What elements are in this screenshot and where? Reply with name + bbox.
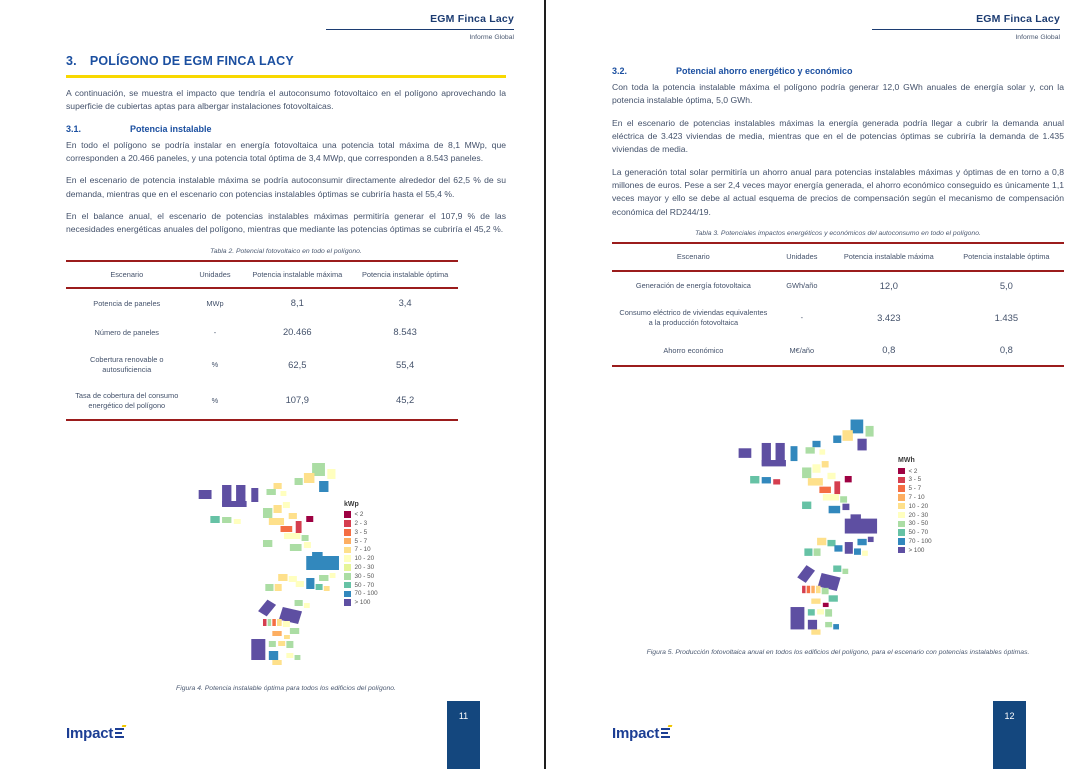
building: [762, 477, 771, 483]
table-row: [66, 383, 458, 420]
legend-item: [898, 519, 932, 528]
figure-caption: Figura 4. Potencia instalable óptima para todos los edificios del polígono.: [176, 684, 396, 692]
section-heading: [66, 54, 506, 78]
figure-caption: Figura 5. Producción fotovoltaica anual en todos los edificios del polígono, para el escenario con potencias instalables óptimas.: [646, 649, 1030, 657]
cell-value: 107,9: [285, 394, 310, 406]
building: [266, 489, 275, 495]
legend-item: [344, 528, 378, 537]
header-title: EGM Finca Lacy: [872, 13, 1060, 30]
logo-text: Impact: [66, 725, 114, 742]
legend-item: [344, 537, 378, 546]
building: [812, 441, 820, 447]
building: [825, 622, 832, 627]
page-header: [326, 13, 514, 41]
building: [845, 519, 877, 534]
cell-value: 62,5: [288, 358, 307, 370]
legend-swatch: [898, 538, 905, 545]
building: [277, 619, 282, 626]
building: [327, 469, 335, 479]
column-header: Unidades: [199, 269, 231, 279]
logo-yellow-accent: [667, 725, 672, 727]
building: [284, 635, 290, 639]
building: [806, 447, 815, 453]
column-header: Escenario: [110, 269, 144, 279]
table-row: [612, 271, 1064, 301]
building: [808, 620, 817, 630]
building: [274, 483, 282, 489]
intro-paragraph: A continuación, se muestra el impacto que tendría el autoconsumo fotovoltaico en el polígono aprovechando la superficie de cubiertas aptas para albergar instalaciones fotovoltaicas.: [66, 88, 506, 112]
legend-item: [898, 467, 932, 476]
row-label: Cobertura renovable o autosuficiencia: [89, 354, 164, 374]
legend-swatch: [898, 485, 905, 492]
building: [312, 552, 323, 557]
building: [817, 609, 824, 614]
building: [857, 439, 866, 451]
legend-swatch: [898, 503, 905, 510]
legend-label: 70 - 100: [354, 590, 378, 598]
building: [845, 476, 852, 482]
building: [272, 631, 281, 636]
legend-swatch: [898, 521, 905, 528]
cell-value: -: [800, 313, 804, 323]
legend-label: 2 - 3: [354, 519, 368, 527]
figure-map: [612, 411, 1064, 641]
building: [833, 566, 841, 572]
header-subtitle: Informe Global: [469, 34, 514, 41]
cell-value: 5,0: [999, 279, 1013, 291]
building: [290, 544, 302, 551]
legend-label: < 2: [354, 511, 364, 519]
building: [816, 586, 821, 593]
building: [762, 460, 786, 466]
page-number-badge: 12: [993, 701, 1026, 769]
row-label: Consumo eléctrico de viviendas equivalentes a la producción fotovoltaica: [619, 308, 768, 328]
legend-label: 5 - 7: [354, 537, 368, 545]
legend-label: 5 - 7: [908, 485, 922, 493]
building: [279, 607, 302, 624]
building: [306, 516, 313, 522]
building: [302, 535, 309, 541]
row-label: Potencia de paneles: [93, 298, 161, 308]
row-label: Generación de energía fotovoltaica: [635, 281, 751, 291]
paragraph: En el balance anual, el escenario de potencias instalables máximas permitiría generar el 107,9 % de las necesidades energéticas anuales del polígono, mientras que mediante las potencias óptimas se cubriría el 45,2 %.: [66, 210, 506, 235]
legend-label: 7 - 10: [354, 546, 371, 554]
column-header: Potencia instalable máxima: [252, 269, 343, 279]
cell-value: M€/año: [789, 345, 815, 355]
legend-swatch: [344, 529, 351, 536]
building: [840, 496, 847, 502]
row-label: Tasa de cobertura del consumo energético del polígono: [75, 390, 179, 410]
cell-value: 3.423: [877, 312, 901, 324]
building: [283, 621, 290, 627]
building: [269, 651, 278, 660]
table-row: [612, 336, 1064, 366]
building: [812, 464, 820, 473]
building: [234, 519, 241, 524]
legend-label: 20 - 30: [354, 563, 375, 571]
legend-swatch: [898, 468, 905, 475]
page-content: [66, 54, 506, 692]
building: [811, 630, 820, 635]
building: [306, 578, 314, 589]
logo-yellow-accent: [121, 725, 126, 727]
cell-value: %: [211, 359, 219, 369]
legend-swatch: [344, 547, 351, 554]
building: [304, 542, 311, 548]
legend-item: [898, 493, 932, 502]
building: [822, 461, 829, 467]
legend-item: [344, 519, 378, 528]
legend-label: 50 - 70: [908, 529, 929, 537]
paragraph: La generación total solar permitiría un ahorro anual para potencias instalables máximas y óptimas de en torno a 0,8 millones de euros. Pese a ser 2,4 veces mayor energía generada, el ahorro económico conseguido es únicamente 1,1 veces mayor y ello se debe al actual esquema de precios de compensación según el mecanismo de compensación económica del RD244/19.: [612, 166, 1064, 217]
legend-label: > 100: [908, 546, 925, 554]
buildings-map: [194, 455, 346, 674]
building: [868, 537, 874, 542]
cell-value: 55,4: [395, 358, 415, 370]
building: [791, 607, 805, 629]
page-number-badge: 11: [447, 701, 480, 769]
building: [807, 586, 810, 593]
paragraph: Con toda la potencia instalable máxima el polígono podría generar 12,0 GWh anuales de energía solar y, con la potencia instalable óptima, 5,0 GWh.: [612, 82, 1064, 106]
building: [808, 609, 815, 615]
building: [269, 641, 276, 647]
building: [827, 540, 835, 546]
section-title: POLÍGONO DE EGM FINCA LACY: [89, 54, 294, 68]
building: [278, 574, 287, 581]
page-content: [612, 54, 1064, 656]
legend-label: 3 - 5: [354, 528, 368, 536]
buildings-map: [734, 411, 884, 644]
legend-swatch: [344, 520, 351, 527]
building: [834, 481, 840, 494]
building: [834, 545, 842, 551]
building: [857, 539, 866, 545]
legend-swatch: [344, 573, 351, 580]
legend-item: [898, 528, 932, 537]
legend-item: [898, 502, 932, 511]
column-header: Potencia instalable óptima: [963, 251, 1050, 261]
legend-title: kWp: [344, 500, 359, 508]
cell-value: 12,0: [879, 279, 898, 291]
legend-swatch: [898, 494, 905, 501]
building: [862, 551, 868, 556]
map-legend: [898, 457, 932, 554]
building: [823, 494, 839, 500]
legend-item: [344, 598, 378, 607]
table-caption: Tabla 2. Potencial fotovoltaico en todo el polígono.: [210, 247, 362, 255]
building: [251, 488, 258, 502]
paragraph: En el escenario de potencia instalable máxima se podría autoconsumir directamente alrededor del 62,5 % de su demanda, mientras que en el escenario con potencias instalables óptimas se cubriría hasta el 55,4 %.: [66, 175, 506, 199]
subsection-title: Potencia instalable: [130, 123, 212, 134]
building: [842, 504, 849, 510]
table-row: [66, 288, 458, 318]
building: [222, 517, 231, 523]
impacts-table: [612, 242, 1064, 367]
page-12: [546, 0, 1090, 769]
impacte-logo-mark: [661, 727, 671, 738]
subsection-number: 3.2.: [612, 66, 628, 76]
building: [802, 586, 805, 593]
logo-text: Impact: [612, 725, 660, 742]
building: [306, 556, 339, 570]
building: [851, 514, 861, 519]
building: [263, 540, 272, 547]
cell-value: GWh/año: [786, 281, 818, 291]
column-header: Unidades: [786, 251, 818, 261]
building: [199, 490, 212, 499]
legend-item: [898, 484, 932, 493]
building: [296, 581, 304, 587]
subsection-heading: [612, 66, 1064, 76]
building: [854, 549, 861, 555]
building: [822, 588, 829, 594]
legend-swatch: [898, 477, 905, 484]
legend-swatch: [344, 511, 351, 518]
cell-value: 8.543: [393, 326, 417, 338]
building: [330, 573, 336, 578]
legend-item: [898, 475, 932, 484]
impacte-logo: [66, 725, 125, 742]
map-legend: [344, 501, 378, 607]
subsection-title: Potencial ahorro energético y económico: [676, 66, 853, 76]
building: [823, 603, 829, 607]
building: [829, 506, 841, 513]
legend-swatch: [898, 529, 905, 536]
legend-label: 20 - 30: [908, 511, 929, 519]
figure-map: [66, 455, 506, 677]
building: [269, 518, 284, 525]
building: [833, 624, 839, 629]
building: [263, 619, 267, 626]
building: [222, 501, 247, 507]
building: [251, 639, 265, 660]
building: [797, 565, 815, 583]
header-title: EGM Finca Lacy: [326, 13, 514, 30]
building: [845, 542, 853, 554]
row-label: Ahorro económico: [663, 345, 724, 355]
building: [827, 473, 835, 479]
building: [290, 628, 299, 634]
legend-swatch: [898, 512, 905, 519]
building: [819, 449, 825, 454]
building: [829, 595, 838, 601]
building: [819, 487, 831, 493]
building: [286, 653, 293, 658]
building: [265, 584, 273, 591]
building: [842, 569, 848, 574]
building: [278, 641, 285, 646]
legend-label: 3 - 5: [908, 476, 922, 484]
table-caption: Tabla 3. Potenciales impactos energéticos y económicos del autoconsumo en todo el polígono.: [695, 229, 981, 237]
legend-swatch: [344, 538, 351, 545]
legend-label: 50 - 70: [354, 581, 375, 589]
building: [295, 478, 303, 485]
column-header: Escenario: [676, 251, 710, 261]
building: [272, 660, 281, 665]
legend-item: [344, 554, 378, 563]
building: [272, 619, 276, 626]
page-11: [0, 0, 544, 769]
building: [808, 478, 823, 485]
legend-swatch: [344, 591, 351, 598]
building: [295, 600, 303, 606]
cell-value: MWp: [206, 298, 224, 308]
building: [283, 502, 290, 508]
legend-item: [344, 581, 378, 590]
legend-label: < 2: [908, 467, 918, 475]
building: [825, 609, 832, 616]
building: [304, 473, 315, 483]
building: [295, 655, 301, 660]
building: [304, 603, 310, 608]
table-row: [612, 300, 1064, 336]
building: [818, 573, 841, 591]
legend-item: [898, 537, 932, 546]
building: [319, 481, 328, 492]
building: [316, 584, 323, 590]
building: [263, 508, 272, 518]
building: [866, 426, 874, 437]
table-row: [66, 347, 458, 383]
building: [281, 491, 287, 496]
building: [804, 549, 812, 556]
legend-item: [898, 546, 932, 555]
building: [274, 505, 282, 513]
impacte-logo: [612, 725, 671, 742]
cell-value: 1.435: [994, 312, 1019, 324]
legend-item: [344, 572, 378, 581]
building: [802, 468, 811, 479]
legend-label: 30 - 50: [908, 520, 929, 528]
legend-label: 10 - 20: [908, 502, 929, 510]
legend-label: 7 - 10: [908, 493, 925, 501]
building: [817, 538, 826, 545]
column-header: Potencia instalable óptima: [361, 269, 449, 279]
legend-item: [898, 511, 932, 520]
building: [289, 576, 297, 582]
paragraph: En todo el polígono se podría instalar en energía fotovoltaica una potencia total máxima de 8,1 MWp, que corresponden a 20.466 paneles, y una potencia total óptima de 3,4 MWp, que corresponden a 8.543 paneles.: [66, 139, 506, 163]
legend-swatch: [898, 547, 905, 554]
cell-value: 45,2: [395, 394, 415, 406]
cell-value: 0,8: [999, 344, 1013, 356]
building: [773, 479, 780, 484]
building: [833, 436, 841, 443]
building: [289, 513, 297, 519]
legend-label: 10 - 20: [354, 555, 375, 563]
building: [811, 586, 814, 593]
legend-swatch: [344, 555, 351, 562]
cell-value: -: [213, 327, 217, 337]
building: [268, 619, 272, 626]
cell-value: 20.466: [282, 326, 312, 338]
building: [842, 430, 852, 441]
building: [802, 502, 811, 509]
column-header: Potencia instalable máxima: [843, 251, 934, 261]
cell-value: %: [211, 395, 219, 405]
legend-label: 30 - 50: [354, 572, 375, 580]
legend-item: [344, 589, 378, 598]
table-row: [66, 318, 458, 347]
cell-value: 0,8: [882, 344, 896, 356]
building: [811, 599, 820, 604]
legend-label: > 100: [354, 599, 371, 607]
section-number: 3.: [66, 54, 77, 68]
subsection-heading: [66, 124, 506, 134]
legend-item: [344, 563, 378, 572]
cell-value: 8,1: [290, 297, 304, 309]
building: [319, 575, 328, 581]
paragraph: En el escenario de potencias instalables máximas la energía generada podría llegar a cubrir la demanda anual eléctrica de 3.423 viviendas de media, mientras que en el de potencias óptimas se cubriría la demanda de 1.435 viviendas de media.: [612, 117, 1064, 155]
impacte-logo-mark: [115, 727, 125, 738]
building: [791, 446, 798, 461]
subsection-number: 3.1.: [66, 123, 82, 134]
legend-title: MWh: [898, 457, 915, 465]
building: [284, 533, 300, 539]
building: [324, 586, 330, 591]
building: [275, 584, 282, 591]
legend-swatch: [344, 599, 351, 606]
page-header: [872, 13, 1060, 41]
legend-item: [344, 545, 378, 554]
building: [210, 516, 219, 523]
building: [296, 521, 302, 533]
legend-swatch: [344, 564, 351, 571]
potential-table: [66, 260, 458, 421]
building: [739, 448, 752, 458]
building: [750, 476, 759, 483]
header-subtitle: Informe Global: [1015, 34, 1060, 41]
cell-value: 3,4: [398, 297, 412, 309]
row-label: Número de paneles: [94, 327, 160, 337]
building: [258, 599, 276, 616]
building: [286, 641, 293, 648]
legend-label: 70 - 100: [908, 537, 932, 545]
legend-swatch: [344, 582, 351, 589]
building: [814, 549, 821, 556]
legend-item: [344, 510, 378, 519]
building: [281, 526, 293, 532]
